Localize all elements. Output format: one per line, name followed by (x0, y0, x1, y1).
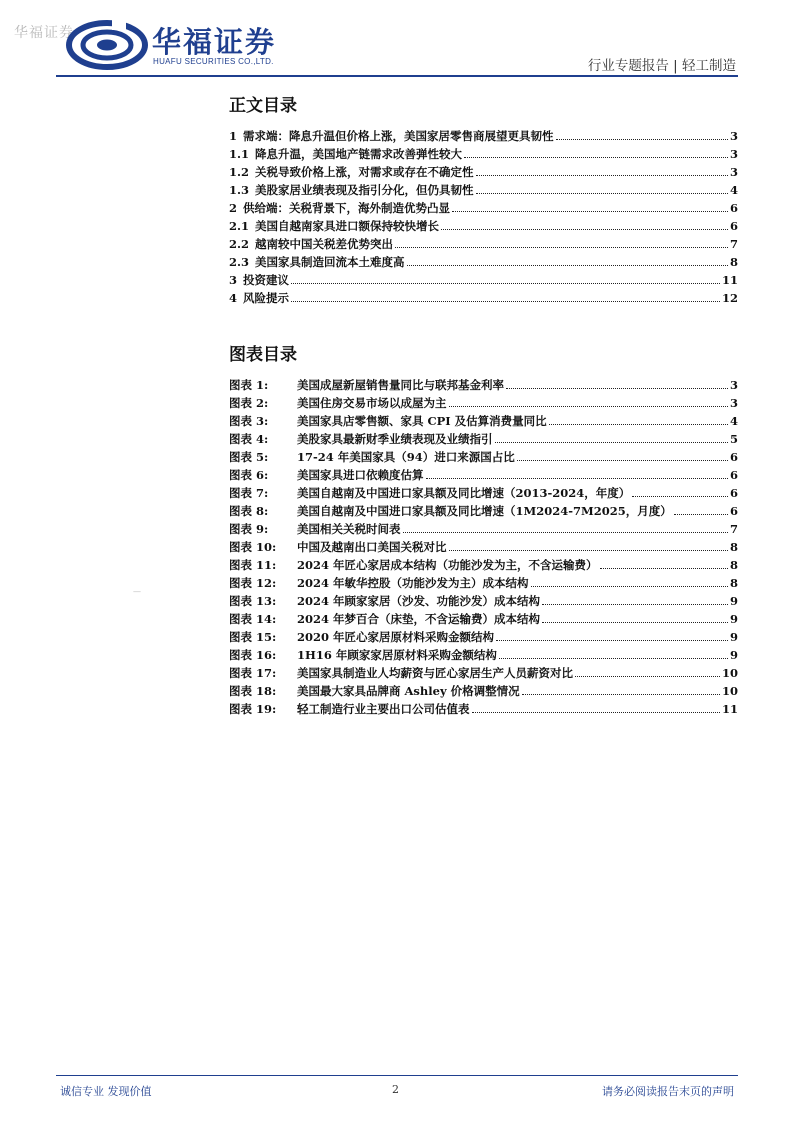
dot-leader (464, 157, 728, 158)
entry-page: 3 (729, 165, 738, 179)
entry-page: 9 (729, 612, 738, 626)
dot-leader (575, 676, 720, 677)
entry-title: 美国最大家具品牌商 Ashley 价格调整情况 (297, 684, 520, 698)
dot-leader (426, 478, 728, 479)
entry-title: 美股家具最新财季业绩表现及业绩指引 (297, 432, 493, 446)
dot-leader (531, 586, 728, 587)
toc-entry[interactable] (229, 236, 738, 254)
entry-number: 2.3 (229, 255, 250, 269)
entry-page: 5 (729, 432, 738, 446)
figure-entry[interactable] (229, 503, 738, 521)
entry-title: 美国相关关税时间表 (297, 522, 401, 536)
toc-list (229, 128, 738, 308)
entry-number: 图表 1: (229, 378, 269, 392)
entry-title: 降息升温，美国地产链需求改善弹性较大 (255, 147, 463, 161)
dot-leader (499, 658, 728, 659)
figure-entry[interactable] (229, 611, 738, 629)
dot-leader (476, 193, 728, 194)
dot-leader (542, 604, 728, 605)
figure-entry[interactable] (229, 521, 738, 539)
figure-entry[interactable] (229, 413, 738, 431)
dot-leader (542, 622, 728, 623)
brand-name-en: HUAFU SECURITIES CO.,LTD. (153, 57, 274, 66)
entry-title: 2024 年顾家家居（沙发、功能沙发）成本结构 (297, 594, 541, 608)
entry-number: 图表 11: (229, 558, 277, 572)
entry-title: 美国家具进口依赖度估算 (297, 468, 424, 482)
dot-leader (495, 442, 728, 443)
entry-page: 8 (729, 576, 738, 590)
entry-title: 美国家具制造业人均薪资与匠心家居生产人员薪资对比 (297, 666, 573, 680)
toc-entry[interactable] (229, 146, 738, 164)
entry-number: 图表 2: (229, 396, 269, 410)
entry-title: 美股家居业绩表现及指引分化，但仍具韧性 (255, 183, 474, 197)
dot-leader (549, 424, 728, 425)
entry-page: 11 (721, 702, 738, 716)
dot-leader (517, 460, 728, 461)
entry-number: 1.2 (229, 165, 250, 179)
dot-leader (496, 640, 728, 641)
figure-entry[interactable] (229, 665, 738, 683)
entry-title: 美国家具店零售额、家具 CPI 及估算消费量同比 (297, 414, 547, 428)
entry-title: 2024 年梦百合（床垫，不含运输费）成本结构 (297, 612, 541, 626)
entry-number: 图表 3: (229, 414, 269, 428)
dot-leader (632, 496, 728, 497)
logo-swirl-icon (66, 20, 148, 70)
report-category: 行业专题报告 | 轻工制造 (587, 58, 736, 74)
entry-page: 12 (721, 291, 738, 305)
entry-number: 4 (229, 291, 238, 305)
entry-number: 图表 16: (229, 648, 277, 662)
entry-title: 美国自越南及中国进口家具额及同比增速（2013-2024，年度） (297, 486, 631, 500)
figure-entry[interactable] (229, 377, 738, 395)
entry-page: 6 (729, 504, 738, 518)
entry-page: 4 (729, 414, 738, 428)
entry-number: 图表 5: (229, 450, 269, 464)
entry-page: 3 (729, 147, 738, 161)
company-logo (66, 18, 306, 70)
entry-page: 6 (729, 468, 738, 482)
entry-number: 图表 13: (229, 594, 277, 608)
figure-entry[interactable] (229, 449, 738, 467)
entry-page: 3 (729, 129, 738, 143)
entry-number: 图表 7: (229, 486, 269, 500)
figure-entry[interactable] (229, 701, 738, 719)
dot-leader (472, 712, 720, 713)
entry-number: 2.2 (229, 237, 250, 251)
figure-entry[interactable] (229, 431, 738, 449)
entry-title: 2020 年匠心家居原材料采购金额结构 (297, 630, 495, 644)
entry-title: 投资建议 (243, 273, 290, 287)
figure-entry[interactable] (229, 629, 738, 647)
entry-number: 图表 12: (229, 576, 277, 590)
header-divider (56, 75, 738, 77)
entry-page: 4 (729, 183, 738, 197)
figure-entry[interactable] (229, 539, 738, 557)
entry-page: 10 (721, 666, 738, 680)
entry-page: 7 (729, 237, 738, 251)
figure-entry[interactable] (229, 467, 738, 485)
entry-title: 美国自越南家具进口额保持较快增长 (255, 219, 440, 233)
entry-page: 6 (729, 450, 738, 464)
toc-title: 正文目录 (229, 96, 297, 116)
dot-leader (449, 550, 728, 551)
entry-page: 8 (729, 540, 738, 554)
toc-entry[interactable] (229, 290, 738, 308)
footer-disclaimer: 请务必阅读报告末页的声明 (602, 1085, 734, 1098)
entry-page: 9 (729, 648, 738, 662)
figure-list-title: 图表目录 (229, 345, 297, 365)
dot-leader (291, 283, 720, 284)
entry-page: 10 (721, 684, 738, 698)
entry-page: 3 (729, 378, 738, 392)
entry-title: 轻工制造行业主要出口公司估值表 (297, 702, 470, 716)
figure-entry[interactable] (229, 575, 738, 593)
figure-list (229, 377, 738, 719)
entry-title: 美国家具制造回流本土难度高 (255, 255, 405, 269)
entry-page: 6 (729, 486, 738, 500)
dot-leader (600, 568, 728, 569)
dot-leader (403, 532, 728, 533)
entry-title: 美国住房交易市场以成屋为主 (297, 396, 447, 410)
toc-entry[interactable] (229, 128, 738, 146)
figure-entry[interactable] (229, 647, 738, 665)
entry-page: 6 (729, 201, 738, 215)
entry-number: 2.1 (229, 219, 250, 233)
entry-number: 图表 6: (229, 468, 269, 482)
entry-number: 图表 9: (229, 522, 269, 536)
entry-page: 6 (729, 219, 738, 233)
toc-entry[interactable] (229, 182, 738, 200)
entry-page: 9 (729, 594, 738, 608)
entry-number: 3 (229, 273, 238, 287)
footer-divider (56, 1075, 738, 1076)
entry-number: 图表 15: (229, 630, 277, 644)
dot-leader (407, 265, 728, 266)
footer-slogan: 诚信专业 发现价值 (60, 1085, 152, 1098)
figure-entry[interactable] (229, 395, 738, 413)
figure-entry[interactable] (229, 683, 738, 701)
dot-leader (506, 388, 728, 389)
entry-number: 图表 8: (229, 504, 269, 518)
entry-title: 中国及越南出口美国关税对比 (297, 540, 447, 554)
entry-number: 图表 14: (229, 612, 277, 626)
entry-number: 1 (229, 129, 238, 143)
entry-page: 7 (729, 522, 738, 536)
entry-title: 需求端：降息升温但价格上涨，美国家居零售商展望更具韧性 (243, 129, 554, 143)
toc-entry[interactable] (229, 218, 738, 236)
toc-entry[interactable] (229, 200, 738, 218)
dot-leader (556, 139, 728, 140)
entry-number: 2 (229, 201, 238, 215)
page-number: 2 (392, 1083, 399, 1096)
dot-leader (441, 229, 728, 230)
entry-title: 风险提示 (243, 291, 290, 305)
watermark-text: 华福证券 (14, 25, 74, 41)
entry-title: 供给端：关税背景下，海外制造优势凸显 (243, 201, 451, 215)
entry-number: 图表 10: (229, 540, 277, 554)
entry-number: 图表 4: (229, 432, 269, 446)
dot-leader (291, 301, 720, 302)
entry-title: 关税导致价格上涨，对需求或存在不确定性 (255, 165, 474, 179)
entry-number: 图表 19: (229, 702, 277, 716)
entry-page: 8 (729, 558, 738, 572)
entry-title: 美国自越南及中国进口家具额及同比增速（1M2024-7M2025，月度） (297, 504, 672, 518)
entry-page: 9 (729, 630, 738, 644)
entry-page: 8 (729, 255, 738, 269)
dot-leader (674, 514, 728, 515)
figure-entry[interactable] (229, 557, 738, 575)
brand-name-cn: 华福证券 (152, 25, 277, 59)
entry-number: 图表 17: (229, 666, 277, 680)
entry-title: 17-24 年美国家具（94）进口来源国占比 (297, 450, 515, 464)
entry-title: 越南较中国关税差优势突出 (255, 237, 394, 251)
entry-title: 2024 年敏华控股（功能沙发为主）成本结构 (297, 576, 529, 590)
toc-entry[interactable] (229, 254, 738, 272)
entry-title: 美国成屋新屋销售量同比与联邦基金利率 (297, 378, 504, 392)
toc-entry[interactable] (229, 164, 738, 182)
dot-leader (449, 406, 728, 407)
entry-number: 1.1 (229, 147, 250, 161)
figure-entry[interactable] (229, 485, 738, 503)
entry-title: 1H16 年顾家家居原材料采购金额结构 (297, 648, 497, 662)
entry-page: 11 (721, 273, 738, 287)
entry-title: 2024 年匠心家居成本结构（功能沙发为主，不含运输费） (297, 558, 598, 572)
entry-number: 1.3 (229, 183, 250, 197)
dot-leader (452, 211, 728, 212)
dot-leader (476, 175, 728, 176)
entry-number: 图表 18: (229, 684, 277, 698)
toc-entry[interactable] (229, 272, 738, 290)
figure-entry[interactable] (229, 593, 738, 611)
decorative-mark: — (133, 587, 141, 596)
entry-page: 3 (729, 396, 738, 410)
dot-leader (395, 247, 728, 248)
dot-leader (522, 694, 720, 695)
